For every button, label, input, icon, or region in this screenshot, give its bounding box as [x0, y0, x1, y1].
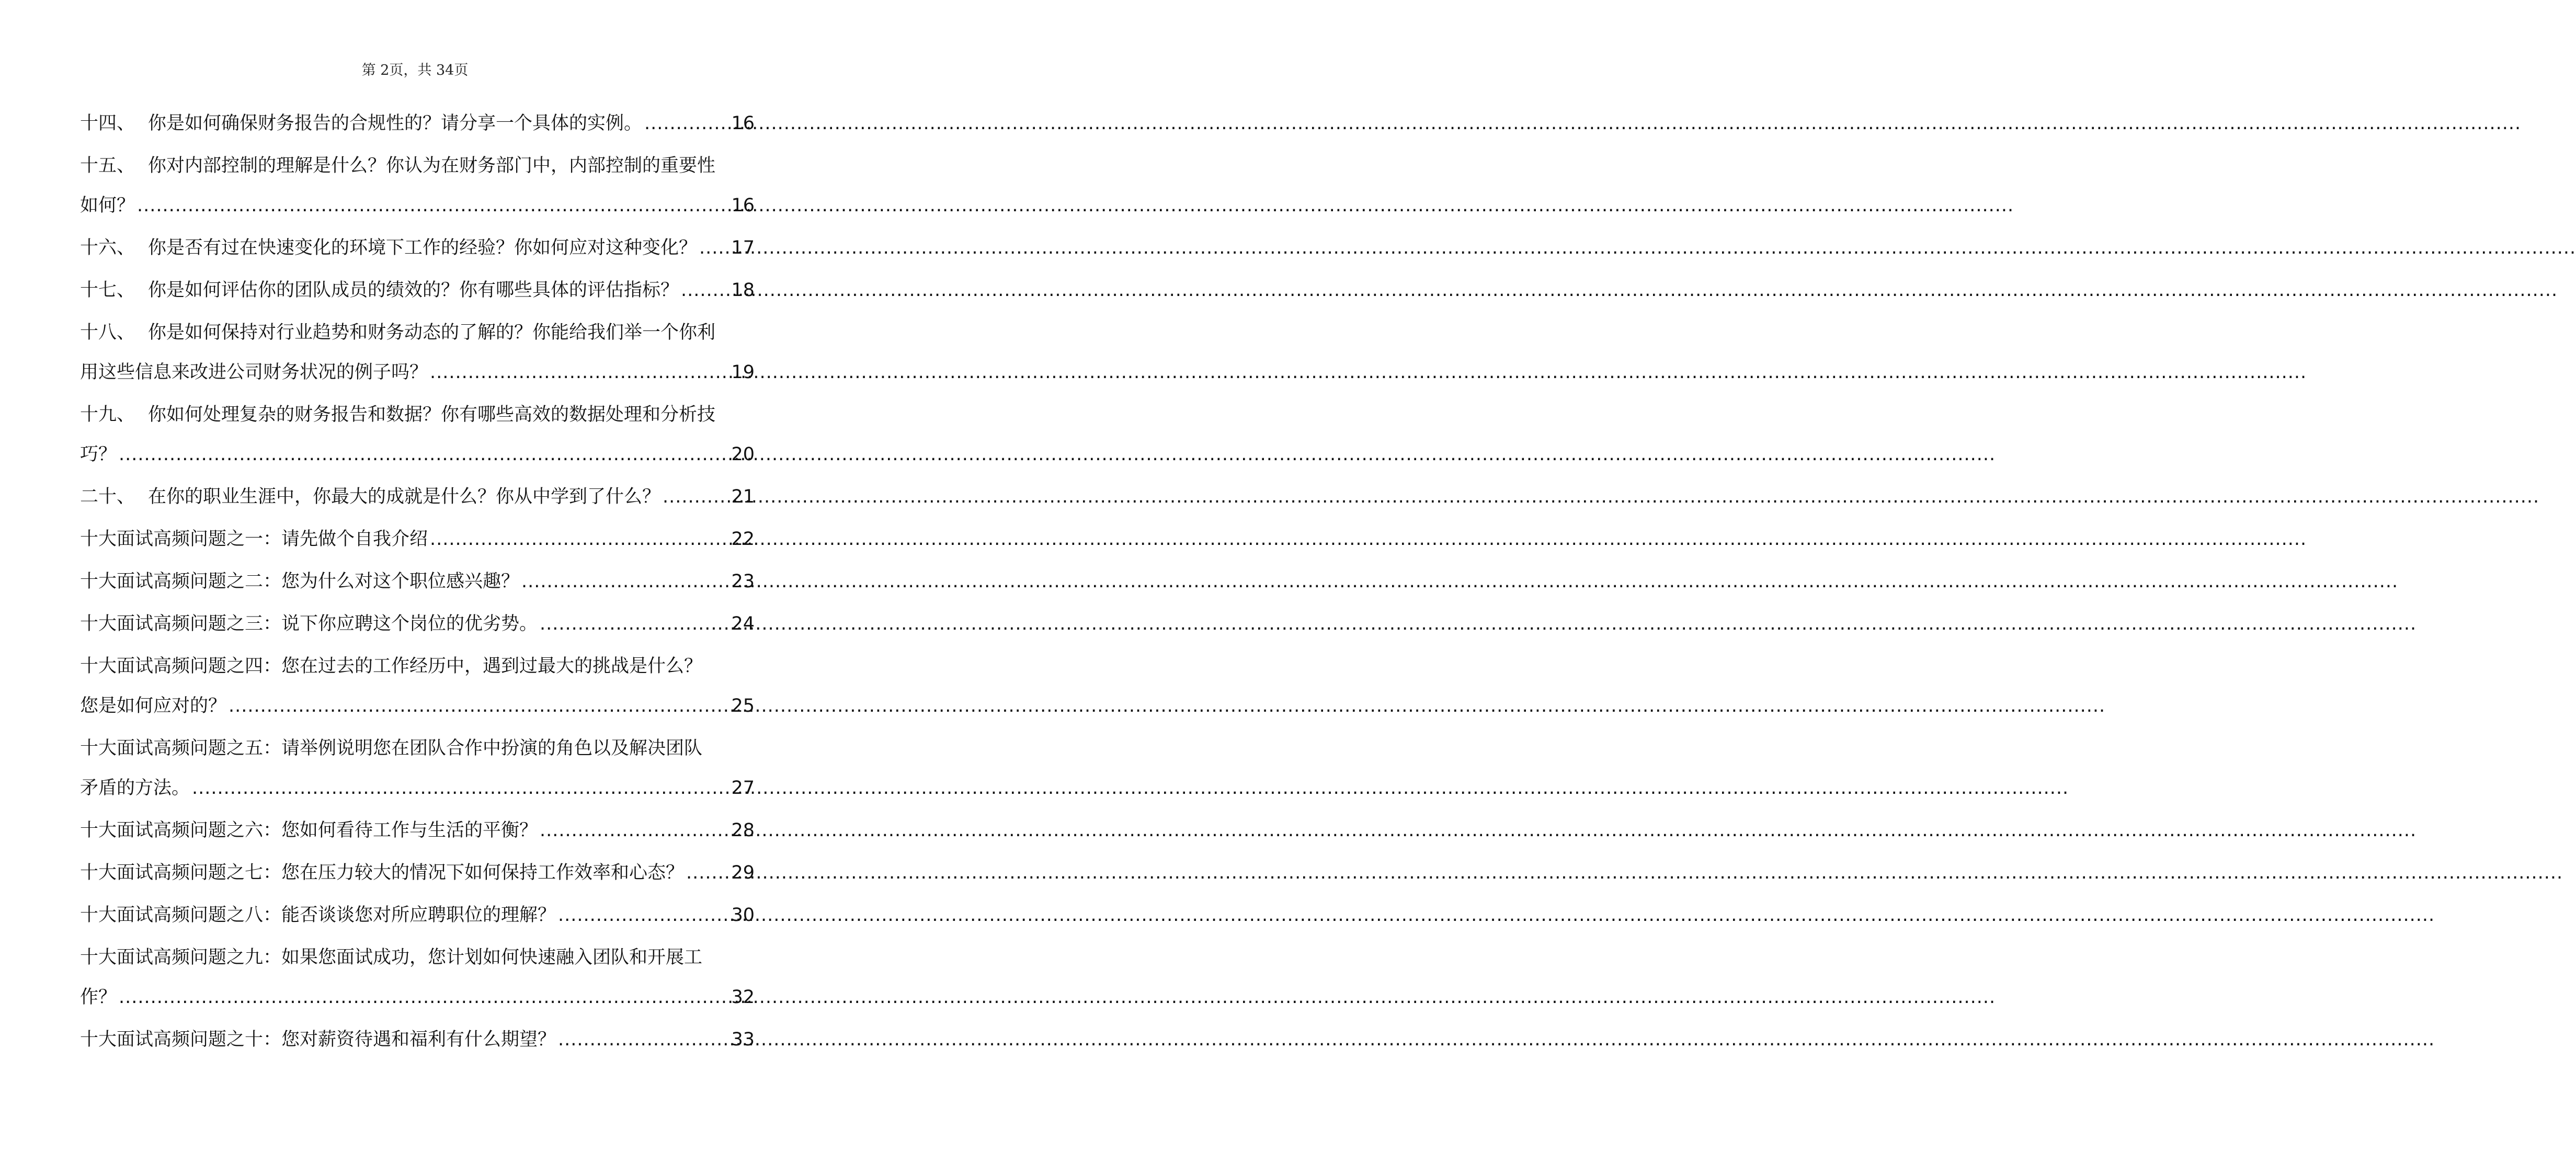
dot-leader — [430, 519, 729, 559]
toc-entry-last-line — [80, 477, 755, 517]
toc-entry-title: 十大面试高频问题之七：您在压力较大的情况下如何保持工作效率和心态？ — [80, 862, 685, 883]
toc-entry-line — [80, 313, 755, 352]
toc-entry-title: 如何？ — [80, 195, 135, 216]
toc-entry-number: 十九、 — [80, 404, 135, 425]
toc-entry-page-number: 29 — [731, 862, 755, 883]
toc-entry-number: 十七、 — [80, 280, 135, 301]
dot-leader — [540, 811, 729, 850]
toc-entry[interactable] — [80, 1020, 755, 1059]
toc-entry-page-number: 16 — [731, 195, 755, 216]
toc-entry-page-number: 19 — [731, 362, 755, 383]
toc-entry-line — [80, 395, 755, 435]
toc-entry-title: 十大面试高频问题之五：请举例说明您在团队合作中扮演的角色以及解决团队 — [80, 738, 703, 759]
toc-entry-number: 十五、 — [80, 155, 135, 176]
toc-entry[interactable] — [80, 646, 755, 726]
dot-leader — [686, 853, 729, 893]
toc-entry-page-number: 18 — [731, 280, 755, 301]
dot-leader — [558, 1020, 729, 1059]
dot-leader — [119, 435, 729, 474]
toc-entry-title: 十大面试高频问题之二：您为什么对这个职位感兴趣？ — [80, 571, 520, 592]
toc-entry[interactable] — [80, 395, 755, 474]
toc-entry-last-line — [80, 768, 755, 808]
toc-entry-number: 十四、 — [80, 113, 135, 134]
toc-entry[interactable] — [80, 146, 755, 225]
toc-entry-title: 在你的职业生涯中，你最大的成就是什么？你从中学到了什么？ — [148, 486, 661, 507]
dot-leader — [540, 604, 729, 644]
dot-leader — [644, 104, 729, 143]
toc-entry-line — [80, 938, 755, 977]
toc-entry-title: 你如何处理复杂的财务报告和数据？你有哪些高效的数据处理和分析技 — [148, 404, 716, 425]
toc-entry-line — [80, 146, 755, 186]
toc-entry-title: 十大面试高频问题之十：您对薪资待遇和福利有什么期望？ — [80, 1029, 556, 1050]
toc-entry-title: 十大面试高频问题之九：如果您面试成功，您计划如何快速融入团队和开展工 — [80, 947, 703, 968]
toc-entry-title: 你对内部控制的理解是什么？你认为在财务部门中，内部控制的重要性 — [148, 155, 716, 176]
toc-entry-page-number: 33 — [731, 1029, 755, 1050]
toc-entry[interactable] — [80, 604, 755, 644]
toc-entry-title: 你是如何确保财务报告的合规性的？请分享一个具体的实例。 — [148, 113, 643, 134]
toc-entry-title: 你是如何保持对行业趋势和财务动态的了解的？你能给我们举一个你利 — [148, 322, 716, 343]
toc-entry[interactable] — [80, 270, 755, 310]
toc-entry-line — [80, 646, 755, 686]
dot-leader — [229, 686, 729, 726]
toc-entry-last-line — [80, 1020, 755, 1059]
toc-entry[interactable] — [80, 313, 755, 392]
toc-entry-last-line — [80, 228, 755, 268]
toc-entry[interactable] — [80, 104, 755, 143]
toc-entry-page-number: 16 — [731, 113, 755, 134]
toc-entry[interactable] — [80, 562, 755, 601]
toc-entry-title: 你是否有过在快速变化的环境下工作的经验？你如何应对这种变化？ — [148, 237, 698, 258]
toc-entry[interactable] — [80, 728, 755, 808]
toc-entry-line — [80, 728, 755, 768]
toc-entry-page-number: 30 — [731, 905, 755, 926]
dot-leader — [558, 895, 729, 935]
toc-entry-last-line — [80, 811, 755, 850]
toc-entry[interactable] — [80, 895, 755, 935]
dot-leader — [430, 352, 729, 392]
toc-entry-title: 十大面试高频问题之六：您如何看待工作与生活的平衡？ — [80, 820, 538, 841]
toc-entry-number: 十八、 — [80, 322, 135, 343]
toc-entry[interactable] — [80, 519, 755, 559]
dot-leader — [663, 477, 729, 517]
page-indicator: 第 2页，共 34页 — [361, 62, 469, 78]
toc-entry-page-number: 22 — [731, 529, 755, 550]
toc-entry-page-number: 21 — [731, 486, 755, 507]
dot-leader — [521, 562, 729, 601]
toc-entry-title: 作？ — [80, 987, 117, 1008]
toc-entry-title: 巧？ — [80, 444, 117, 465]
toc-entry-number: 十六、 — [80, 237, 135, 258]
toc-entry-page-number: 27 — [731, 778, 755, 799]
table-of-contents — [80, 104, 755, 1062]
dot-leader — [137, 186, 729, 225]
toc-entry[interactable] — [80, 477, 755, 517]
toc-entry-last-line — [80, 104, 755, 143]
toc-entry-last-line — [80, 853, 755, 893]
toc-entry-last-line — [80, 270, 755, 310]
toc-entry-page-number: 24 — [731, 613, 755, 634]
toc-entry-title: 您是如何应对的？ — [80, 696, 227, 716]
toc-entry-page-number: 25 — [731, 696, 755, 716]
toc-entry[interactable] — [80, 228, 755, 268]
toc-entry-page-number: 17 — [731, 237, 755, 258]
toc-entry-title: 十大面试高频问题之四：您在过去的工作经历中，遇到过最大的挑战是什么？ — [80, 656, 703, 677]
toc-entry[interactable] — [80, 938, 755, 1017]
toc-entry-title: 十大面试高频问题之三：说下你应聘这个岗位的优劣势。 — [80, 613, 538, 634]
toc-entry-last-line — [80, 895, 755, 935]
dot-leader — [192, 768, 729, 808]
dot-leader — [119, 977, 729, 1017]
toc-entry-last-line — [80, 352, 755, 392]
toc-entry-last-line — [80, 519, 755, 559]
toc-entry-number: 二十、 — [80, 486, 135, 507]
toc-entry-title: 矛盾的方法。 — [80, 778, 190, 799]
toc-entry-title: 十大面试高频问题之一：请先做个自我介绍 — [80, 529, 428, 550]
toc-entry-title: 十大面试高频问题之八：能否谈谈您对所应聘职位的理解？ — [80, 905, 556, 926]
toc-entry-page-number: 20 — [731, 444, 755, 465]
toc-entry[interactable] — [80, 853, 755, 893]
toc-entry-page-number: 28 — [731, 820, 755, 841]
dot-leader — [699, 228, 729, 268]
toc-entry-page-number: 32 — [731, 987, 755, 1008]
toc-entry-title: 你是如何评估你的团队成员的绩效的？你有哪些具体的评估指标？ — [148, 280, 679, 301]
toc-entry-last-line — [80, 686, 755, 726]
toc-entry[interactable] — [80, 811, 755, 850]
dot-leader — [681, 270, 729, 310]
toc-entry-page-number: 23 — [731, 571, 755, 592]
toc-entry-last-line — [80, 435, 755, 474]
toc-entry-last-line — [80, 562, 755, 601]
toc-entry-last-line — [80, 186, 755, 225]
toc-entry-last-line — [80, 977, 755, 1017]
toc-entry-title: 用这些信息来改进公司财务状况的例子吗？ — [80, 362, 428, 383]
toc-entry-last-line — [80, 604, 755, 644]
